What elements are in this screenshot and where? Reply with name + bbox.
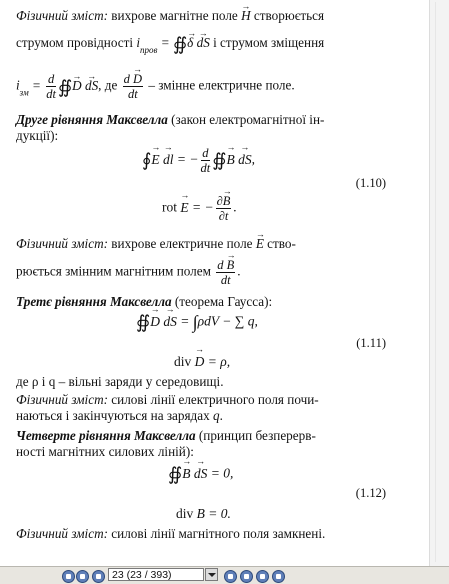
equation: $\frac{d \to B}{dt}$ <box>216 258 235 287</box>
last-page-icon[interactable] <box>240 570 253 583</box>
page-number-field[interactable]: 23 (23 / 393) <box>108 568 204 581</box>
text-line: ності магнітних силових ліній): <box>16 444 194 459</box>
equation: ∯→ D → dS = ∫ρdV − ∑ q, <box>136 312 258 333</box>
chevron-down-icon[interactable] <box>205 568 218 581</box>
text-line: Четверте рівняння Максвелла (принцип безперерв- <box>16 428 316 443</box>
next-page-icon[interactable] <box>224 570 237 583</box>
equation: ∯→ B → dS = 0, <box>168 464 233 485</box>
stop-icon[interactable] <box>256 570 269 583</box>
text-line: де ρ і q – вільні заряди у середовищі. <box>16 374 224 389</box>
text-line: Фізичний зміст: вихрове електричне поле → E ство- <box>16 236 296 252</box>
viewer-toolbar <box>0 566 449 584</box>
text-line: наються і закінчуються на зарядах q. <box>16 408 223 423</box>
text-line: Фізичний зміст: силові лінії магнітного поля замкнені. <box>16 526 326 541</box>
zoom-out-icon[interactable] <box>62 570 75 583</box>
play-icon[interactable] <box>272 570 285 583</box>
text-line: Фізичний зміст: вихрове магнітне поле → H створюється <box>16 8 324 24</box>
equation: = $\frac{d}{dt}$ ∯→ D → dS <box>32 78 98 93</box>
text-line: струмом провідності $i_{пров}$ = ∯→ δ → dS і струмом зміщення <box>16 32 324 61</box>
text-line: Третє рівняння Максвелла (теорема Гаусса): <box>16 294 273 309</box>
equation: div → D = ρ, <box>174 354 230 370</box>
equation: rot → E = − $\frac{\partial\to B}{\partial t}$ . <box>162 194 237 223</box>
zoom-in-icon[interactable] <box>76 570 89 583</box>
text-line: Фізичний зміст: силові лінії електричного поля почи- <box>16 392 319 407</box>
equation-number: (1.12) <box>355 486 386 500</box>
text-line: Друге рівняння Максвелла (закон електромагнітної ін- <box>16 112 325 127</box>
text-line: $i_{зм}$ = $\frac{d}{dt}$ ∯→ D → dS, де $\frac{d \to D}{dt}$ – змінне електричне поле. <box>16 72 295 106</box>
equation-number: (1.10) <box>355 176 386 190</box>
equation: $\frac{d \to D}{dt}$ <box>123 72 143 101</box>
equation: ∮→ E → dl = − $\frac{d}{dt}$ ∯→ B → dS, <box>142 146 255 175</box>
equation: = ∯→ δ → dS <box>161 35 210 50</box>
equation-number: (1.11) <box>356 336 386 350</box>
scrollbar-track[interactable] <box>435 2 444 562</box>
text-line: дукції): <box>16 128 59 143</box>
vertical-scrollbar[interactable] <box>429 0 449 566</box>
previous-page-icon[interactable] <box>92 570 105 583</box>
equation: div → B = 0. <box>176 506 231 520</box>
text-line: рюється змінним магнітним полем $\frac{d \to B}{dt}$ . <box>16 258 241 287</box>
